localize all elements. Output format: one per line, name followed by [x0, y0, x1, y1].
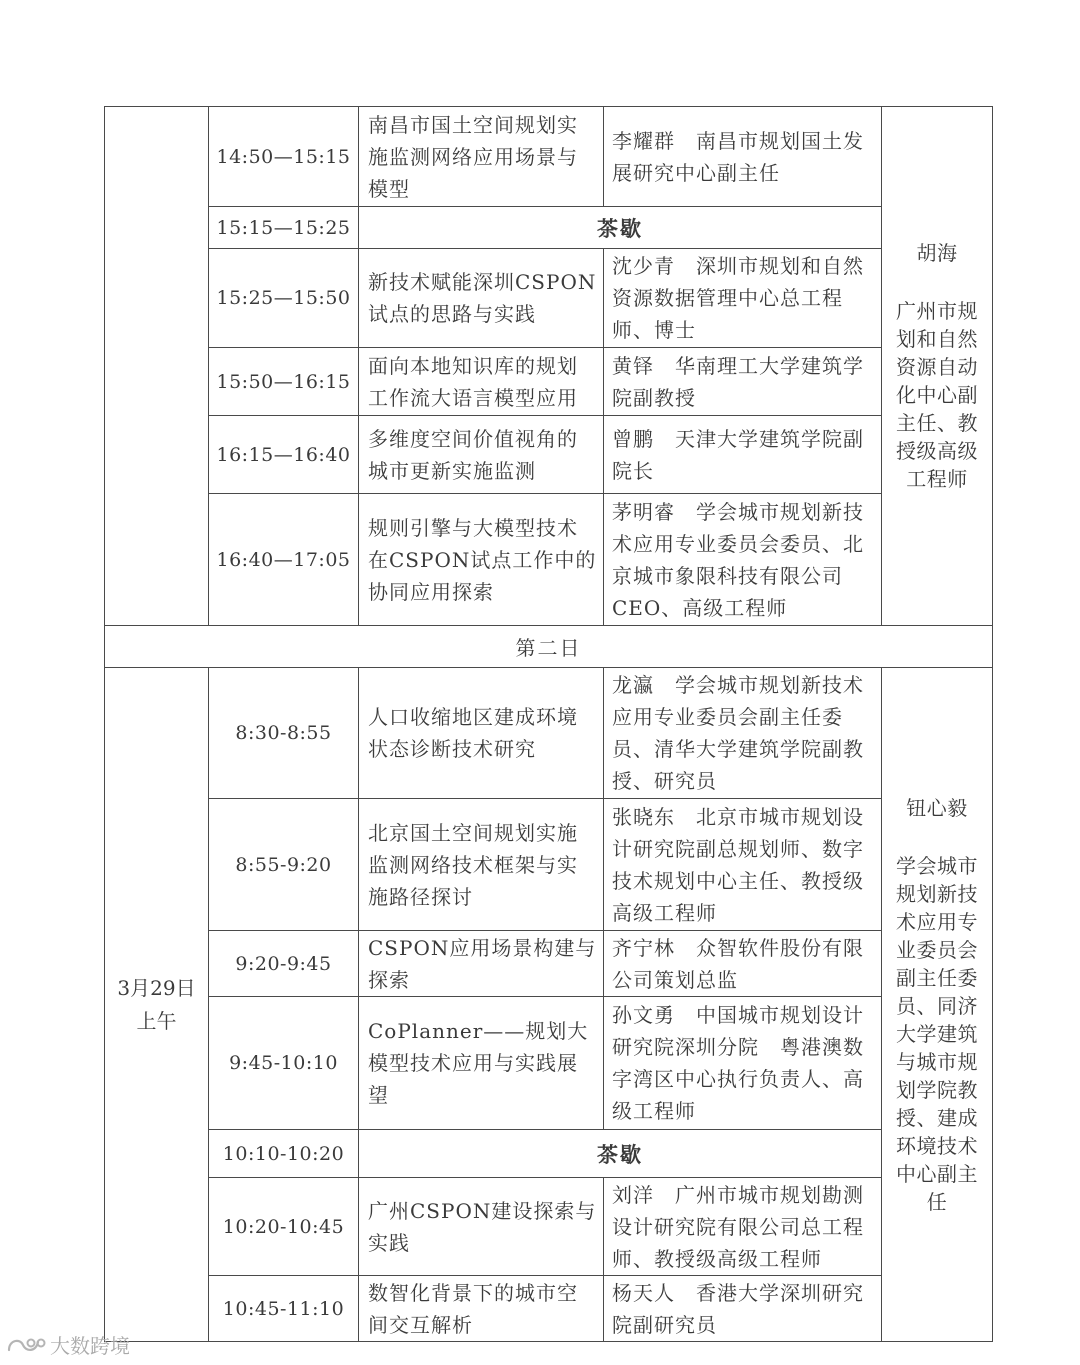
speaker-cell: 张晓东 北京市城市规划设计研究院副总规划师、数字技术规划中心主任、教授级高级工程师	[604, 799, 882, 931]
date-cell	[105, 668, 209, 1342]
table-row	[105, 249, 993, 348]
table-row	[105, 207, 993, 249]
table-row	[105, 626, 993, 668]
host-name: 钮心毅	[906, 795, 968, 820]
time-cell: 16:15—16:40	[209, 416, 359, 494]
time-cell: 15:25—15:50	[209, 249, 359, 348]
date-text: 3月29日	[117, 975, 196, 1000]
table-row	[105, 107, 993, 207]
table-row	[105, 799, 993, 931]
speaker-cell: 李耀群 南昌市规划国土发展研究中心副主任	[604, 107, 882, 207]
table-row	[105, 997, 993, 1130]
host-name: 胡海	[916, 241, 958, 265]
time-cell: 10:45-11:10	[209, 1276, 359, 1342]
host-title: 广州市规划和自然资源自动化中心副主任、教授级高级工程师	[896, 299, 978, 491]
table-row	[105, 931, 993, 997]
time-cell: 9:20-9:45	[209, 931, 359, 997]
tea-break-cell: 茶歇	[359, 207, 882, 249]
topic-cell: CSPON应用场景构建与探索	[359, 931, 604, 997]
speaker-cell: 黄铎 华南理工大学建筑学院副教授	[604, 348, 882, 416]
brand-logo-icon	[6, 1334, 46, 1356]
speaker-cell: 茅明睿 学会城市规划新技术应用专业委员会委员、北京城市象限科技有限公司CEO、高级工程师	[604, 494, 882, 626]
topic-cell: 面向本地知识库的规划工作流大语言模型应用	[359, 348, 604, 416]
time-cell: 14:50—15:15	[209, 107, 359, 207]
topic-cell: 广州CSPON建设探索与实践	[359, 1178, 604, 1276]
date-cell-empty	[105, 107, 209, 626]
time-cell: 9:45-10:10	[209, 997, 359, 1130]
tea-break-cell: 茶歇	[359, 1130, 882, 1178]
topic-cell: 多维度空间价值视角的城市更新实施监测	[359, 416, 604, 494]
time-cell: 16:40—17:05	[209, 494, 359, 626]
speaker-cell: 沈少青 深圳市规划和自然资源数据管理中心总工程师、博士	[604, 249, 882, 348]
topic-cell: 数智化背景下的城市空间交互解析	[359, 1276, 604, 1342]
time-cell: 10:10-10:20	[209, 1130, 359, 1178]
speaker-cell: 孙文勇 中国城市规划设计研究院深圳分院 粤港澳数字湾区中心执行负责人、高级工程师	[604, 997, 882, 1130]
speaker-cell: 杨天人 香港大学深圳研究院副研究员	[604, 1276, 882, 1342]
schedule-table	[104, 106, 993, 1342]
table-row	[105, 1130, 993, 1178]
time-cell: 10:20-10:45	[209, 1178, 359, 1276]
table-row	[105, 416, 993, 494]
time-cell: 15:15—15:25	[209, 207, 359, 249]
table-row	[105, 1178, 993, 1276]
speaker-cell: 龙瀛 学会城市规划新技术应用专业委员会副主任委员、清华大学建筑学院副教授、研究员	[604, 668, 882, 799]
table-row	[105, 348, 993, 416]
period-text: 上午	[136, 1008, 177, 1033]
host-cell	[882, 668, 993, 1342]
watermark	[6, 1330, 130, 1359]
table-row	[105, 494, 993, 626]
table-row	[105, 1276, 993, 1342]
host-title: 学会城市规划新技术应用专业委员会副主任委员、同济大学建筑与城市规划学院教授、建成环境技术中心副主任	[896, 853, 978, 1214]
topic-cell: 人口收缩地区建成环境状态诊断技术研究	[359, 668, 604, 799]
speaker-cell: 曾鹏 天津大学建筑学院副院长	[604, 416, 882, 494]
watermark-text: 大数跨境	[50, 1334, 130, 1358]
speaker-cell: 刘洋 广州市城市规划勘测设计研究院有限公司总工程师、教授级高级工程师	[604, 1178, 882, 1276]
time-cell: 15:50—16:15	[209, 348, 359, 416]
day-two-label: 第二日	[105, 626, 993, 668]
table-row	[105, 668, 993, 799]
time-cell: 8:55-9:20	[209, 799, 359, 931]
topic-cell: 新技术赋能深圳CSPON试点的思路与实践	[359, 249, 604, 348]
topic-cell: 北京国土空间规划实施监测网络技术框架与实施路径探讨	[359, 799, 604, 931]
speaker-cell: 齐宁林 众智软件股份有限公司策划总监	[604, 931, 882, 997]
topic-cell: CoPlanner——规划大模型技术应用与实践展望	[359, 997, 604, 1130]
topic-cell: 南昌市国土空间规划实施监测网络应用场景与模型	[359, 107, 604, 207]
topic-cell: 规则引擎与大模型技术在CSPON试点工作中的协同应用探索	[359, 494, 604, 626]
time-cell: 8:30-8:55	[209, 668, 359, 799]
host-cell	[882, 107, 993, 626]
